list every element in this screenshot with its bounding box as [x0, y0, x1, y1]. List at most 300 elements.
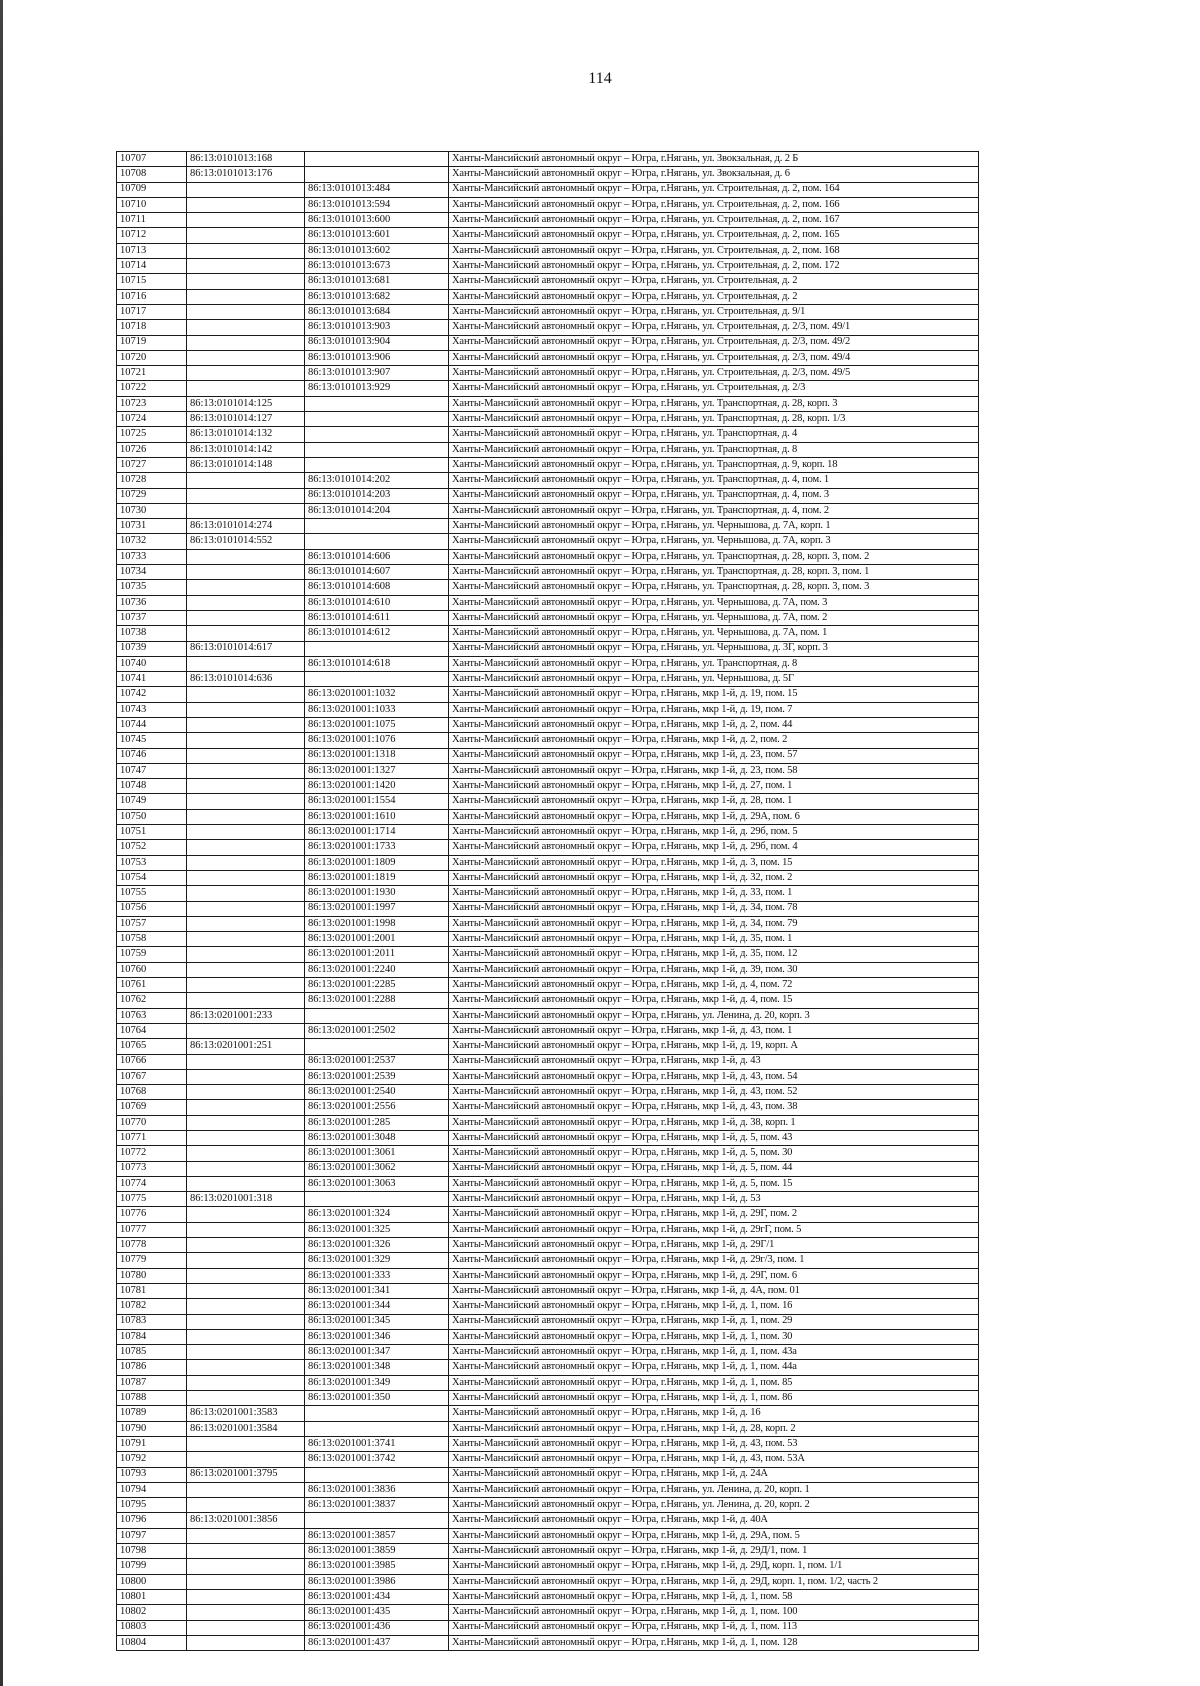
- table-row: [117, 259, 979, 274]
- land-cadastral-number-cell: [187, 1115, 305, 1130]
- row-number-cell: 10802: [117, 1605, 187, 1620]
- row-number-cell: 10740: [117, 656, 187, 671]
- row-number-cell: 10744: [117, 717, 187, 732]
- address-cell: Ханты-Мансийский автономный округ – Югра, г.Нягань, ул. Чернышова, д. 7А, корп. 3: [449, 534, 979, 549]
- address-cell: Ханты-Мансийский автономный округ – Югра, г.Нягань, ул. Транспортная, д. 4: [449, 427, 979, 442]
- table-row: [117, 534, 979, 549]
- address-cell: Ханты-Мансийский автономный округ – Югра, г.Нягань, мкр 1-й, д. 1, пом. 100: [449, 1605, 979, 1620]
- land-cadastral-number-cell: [187, 381, 305, 396]
- row-number-cell: 10803: [117, 1620, 187, 1635]
- row-number-cell: 10715: [117, 274, 187, 289]
- address-cell: Ханты-Мансийский автономный округ – Югра, г.Нягань, ул. Чернышова, д. 7А, корп. 1: [449, 519, 979, 534]
- row-number-cell: 10712: [117, 228, 187, 243]
- row-number-cell: 10768: [117, 1085, 187, 1100]
- land-cadastral-number-cell: [187, 1452, 305, 1467]
- table-row: [117, 1605, 979, 1620]
- address-cell: Ханты-Мансийский автономный округ – Югра, г.Нягань, ул. Ленина, д. 20, корп. 3: [449, 1008, 979, 1023]
- address-cell: Ханты-Мансийский автономный округ – Югра, г.Нягань, мкр 1-й, д. 35, пом. 12: [449, 947, 979, 962]
- address-cell: Ханты-Мансийский автономный округ – Югра, г.Нягань, мкр 1-й, д. 43, пом. 38: [449, 1100, 979, 1115]
- table-row: [117, 717, 979, 732]
- address-cell: Ханты-Мансийский автономный округ – Югра, г.Нягань, мкр 1-й, д. 1, пом. 86: [449, 1391, 979, 1406]
- premises-cadastral-number-cell: [305, 396, 449, 411]
- row-number-cell: 10708: [117, 167, 187, 182]
- land-cadastral-number-cell: [187, 1375, 305, 1390]
- row-number-cell: 10790: [117, 1421, 187, 1436]
- premises-cadastral-number-cell: 86:13:0101014:204: [305, 503, 449, 518]
- address-cell: Ханты-Мансийский автономный округ – Югра, г.Нягань, ул. Чернышова, д. 7А, пом. 2: [449, 610, 979, 625]
- address-cell: Ханты-Мансийский автономный округ – Югра, г.Нягань, ул. Строительная, д. 2: [449, 289, 979, 304]
- address-cell: Ханты-Мансийский автономный округ – Югра, г.Нягань, мкр 1-й, д. 40А: [449, 1513, 979, 1528]
- address-cell: Ханты-Мансийский автономный округ – Югра, г.Нягань, ул. Транспортная, д. 8: [449, 442, 979, 457]
- table-row: [117, 687, 979, 702]
- address-cell: Ханты-Мансийский автономный округ – Югра, г.Нягань, мкр 1-й, д. 1, пом. 58: [449, 1589, 979, 1604]
- row-number-cell: 10733: [117, 549, 187, 564]
- premises-cadastral-number-cell: 86:13:0101013:600: [305, 213, 449, 228]
- row-number-cell: 10762: [117, 993, 187, 1008]
- scan-edge: [0, 0, 3, 1686]
- land-cadastral-number-cell: [187, 289, 305, 304]
- row-number-cell: 10741: [117, 672, 187, 687]
- table-row: [117, 1299, 979, 1314]
- premises-cadastral-number-cell: 86:13:0201001:1997: [305, 901, 449, 916]
- row-number-cell: 10710: [117, 197, 187, 212]
- row-number-cell: 10731: [117, 519, 187, 534]
- row-number-cell: 10791: [117, 1436, 187, 1451]
- land-cadastral-number-cell: [187, 350, 305, 365]
- premises-cadastral-number-cell: 86:13:0201001:2240: [305, 962, 449, 977]
- row-number-cell: 10730: [117, 503, 187, 518]
- row-number-cell: 10721: [117, 366, 187, 381]
- row-number-cell: 10785: [117, 1345, 187, 1360]
- table-row: [117, 442, 979, 457]
- row-number-cell: 10723: [117, 396, 187, 411]
- table-row: [117, 320, 979, 335]
- premises-cadastral-number-cell: 86:13:0201001:3742: [305, 1452, 449, 1467]
- address-cell: Ханты-Мансийский автономный округ – Югра, г.Нягань, ул. Ленина, д. 20, корп. 2: [449, 1498, 979, 1513]
- address-cell: Ханты-Мансийский автономный округ – Югра, г.Нягань, мкр 1-й, д. 32, пом. 2: [449, 870, 979, 885]
- table-row: [117, 610, 979, 625]
- table-row: [117, 855, 979, 870]
- premises-cadastral-number-cell: [305, 1513, 449, 1528]
- land-cadastral-number-cell: [187, 1085, 305, 1100]
- premises-cadastral-number-cell: 86:13:0101014:618: [305, 656, 449, 671]
- land-cadastral-number-cell: 86:13:0101014:274: [187, 519, 305, 534]
- premises-cadastral-number-cell: 86:13:0101013:907: [305, 366, 449, 381]
- row-number-cell: 10772: [117, 1146, 187, 1161]
- premises-cadastral-number-cell: 86:13:0101013:681: [305, 274, 449, 289]
- land-cadastral-number-cell: [187, 1345, 305, 1360]
- address-cell: Ханты-Мансийский автономный округ – Югра, г.Нягань, ул. Транспортная, д. 4, пом. 3: [449, 488, 979, 503]
- premises-cadastral-number-cell: 86:13:0201001:346: [305, 1329, 449, 1344]
- premises-cadastral-number-cell: 86:13:0201001:350: [305, 1391, 449, 1406]
- table-row: [117, 1131, 979, 1146]
- table-row: [117, 901, 979, 916]
- table-row: [117, 228, 979, 243]
- premises-cadastral-number-cell: 86:13:0201001:1327: [305, 763, 449, 778]
- land-cadastral-number-cell: [187, 228, 305, 243]
- address-cell: Ханты-Мансийский автономный округ – Югра, г.Нягань, мкр 1-й, д. 4, пом. 72: [449, 978, 979, 993]
- row-number-cell: 10759: [117, 947, 187, 962]
- land-cadastral-number-cell: [187, 687, 305, 702]
- row-number-cell: 10787: [117, 1375, 187, 1390]
- table-row: [117, 1635, 979, 1650]
- premises-cadastral-number-cell: 86:13:0101014:608: [305, 580, 449, 595]
- premises-cadastral-number-cell: 86:13:0201001:1998: [305, 916, 449, 931]
- land-cadastral-number-cell: 86:13:0101014:636: [187, 672, 305, 687]
- row-number-cell: 10725: [117, 427, 187, 442]
- premises-cadastral-number-cell: 86:13:0201001:435: [305, 1605, 449, 1620]
- address-cell: Ханты-Мансийский автономный округ – Югра, г.Нягань, мкр 1-й, д. 23, пом. 58: [449, 763, 979, 778]
- land-cadastral-number-cell: [187, 1054, 305, 1069]
- land-cadastral-number-cell: [187, 1268, 305, 1283]
- premises-cadastral-number-cell: [305, 519, 449, 534]
- row-number-cell: 10747: [117, 763, 187, 778]
- premises-cadastral-number-cell: 86:13:0101013:929: [305, 381, 449, 396]
- row-number-cell: 10781: [117, 1283, 187, 1298]
- row-number-cell: 10724: [117, 412, 187, 427]
- premises-cadastral-number-cell: 86:13:0201001:1733: [305, 840, 449, 855]
- land-cadastral-number-cell: 86:13:0201001:251: [187, 1039, 305, 1054]
- address-cell: Ханты-Мансийский автономный округ – Югра, г.Нягань, мкр 1-й, д. 5, пом. 30: [449, 1146, 979, 1161]
- row-number-cell: 10799: [117, 1559, 187, 1574]
- address-cell: Ханты-Мансийский автономный округ – Югра, г.Нягань, мкр 1-й, д. 43: [449, 1054, 979, 1069]
- row-number-cell: 10764: [117, 1023, 187, 1038]
- table-row: [117, 1421, 979, 1436]
- premises-cadastral-number-cell: 86:13:0201001:1420: [305, 779, 449, 794]
- premises-cadastral-number-cell: 86:13:0101014:612: [305, 626, 449, 641]
- premises-cadastral-number-cell: 86:13:0201001:285: [305, 1115, 449, 1130]
- premises-cadastral-number-cell: 86:13:0201001:434: [305, 1589, 449, 1604]
- address-cell: Ханты-Мансийский автономный округ – Югра, г.Нягань, ул. Строительная, д. 2, пом. 167: [449, 213, 979, 228]
- address-cell: Ханты-Мансийский автономный округ – Югра, г.Нягань, мкр 1-й, д. 2, пом. 44: [449, 717, 979, 732]
- address-cell: Ханты-Мансийский автономный округ – Югра, г.Нягань, мкр 1-й, д. 29г/3, пом. 1: [449, 1253, 979, 1268]
- table-row: [117, 213, 979, 228]
- land-cadastral-number-cell: 86:13:0101013:168: [187, 152, 305, 167]
- table-row: [117, 1222, 979, 1237]
- table-row: [117, 167, 979, 182]
- table-row: [117, 1161, 979, 1176]
- address-cell: Ханты-Мансийский автономный округ – Югра, г.Нягань, мкр 1-й, д. 1, пом. 43а: [449, 1345, 979, 1360]
- row-number-cell: 10789: [117, 1406, 187, 1421]
- address-cell: Ханты-Мансийский автономный округ – Югра, г.Нягань, ул. Строительная, д. 2/3: [449, 381, 979, 396]
- row-number-cell: 10734: [117, 565, 187, 580]
- address-cell: Ханты-Мансийский автономный округ – Югра, г.Нягань, мкр 1-й, д. 34, пом. 79: [449, 916, 979, 931]
- address-cell: Ханты-Мансийский автономный округ – Югра, г.Нягань, мкр 1-й, д. 34, пом. 78: [449, 901, 979, 916]
- land-cadastral-number-cell: [187, 1176, 305, 1191]
- address-cell: Ханты-Мансийский автономный округ – Югра, г.Нягань, ул. Строительная, д. 2/3, пом. 49/5: [449, 366, 979, 381]
- land-cadastral-number-cell: 86:13:0201001:3856: [187, 1513, 305, 1528]
- premises-cadastral-number-cell: 86:13:0201001:1033: [305, 702, 449, 717]
- address-cell: Ханты-Мансийский автономный округ – Югра, г.Нягань, мкр 1-й, д. 38, корп. 1: [449, 1115, 979, 1130]
- premises-cadastral-number-cell: [305, 672, 449, 687]
- land-cadastral-number-cell: [187, 763, 305, 778]
- table-row: [117, 763, 979, 778]
- row-number-cell: 10795: [117, 1498, 187, 1513]
- address-cell: Ханты-Мансийский автономный округ – Югра, г.Нягань, мкр 1-й, д. 43, пом. 53А: [449, 1452, 979, 1467]
- table-row: [117, 1314, 979, 1329]
- table-row: [117, 809, 979, 824]
- premises-cadastral-number-cell: [305, 1192, 449, 1207]
- row-number-cell: 10739: [117, 641, 187, 656]
- table-row: [117, 748, 979, 763]
- land-cadastral-number-cell: 86:13:0201001:3584: [187, 1421, 305, 1436]
- land-cadastral-number-cell: 86:13:0101014:552: [187, 534, 305, 549]
- row-number-cell: 10800: [117, 1574, 187, 1589]
- land-cadastral-number-cell: [187, 274, 305, 289]
- table-row: [117, 1054, 979, 1069]
- row-number-cell: 10796: [117, 1513, 187, 1528]
- land-cadastral-number-cell: [187, 1498, 305, 1513]
- land-cadastral-number-cell: 86:13:0201001:318: [187, 1192, 305, 1207]
- table-row: [117, 350, 979, 365]
- address-cell: Ханты-Мансийский автономный округ – Югра, г.Нягань, мкр 1-й, д. 43, пом. 54: [449, 1069, 979, 1084]
- table-row: [117, 152, 979, 167]
- row-number-cell: 10707: [117, 152, 187, 167]
- premises-cadastral-number-cell: [305, 641, 449, 656]
- table-row: [117, 366, 979, 381]
- table-row: [117, 549, 979, 564]
- table-row: [117, 1115, 979, 1130]
- land-cadastral-number-cell: [187, 717, 305, 732]
- address-cell: Ханты-Мансийский автономный округ – Югра, г.Нягань, мкр 1-й, д. 35, пом. 1: [449, 932, 979, 947]
- address-cell: Ханты-Мансийский автономный округ – Югра, г.Нягань, мкр 1-й, д. 5, пом. 43: [449, 1131, 979, 1146]
- land-cadastral-number-cell: [187, 840, 305, 855]
- table-row: [117, 1589, 979, 1604]
- address-cell: Ханты-Мансийский автономный округ – Югра, г.Нягань, ул. Чернышова, д. 3Г, корп. 3: [449, 641, 979, 656]
- row-number-cell: 10737: [117, 610, 187, 625]
- address-cell: Ханты-Мансийский автономный округ – Югра, г.Нягань, мкр 1-й, д. 29б, пом. 5: [449, 825, 979, 840]
- row-number-cell: 10774: [117, 1176, 187, 1191]
- land-cadastral-number-cell: [187, 304, 305, 319]
- table-row: [117, 381, 979, 396]
- row-number-cell: 10732: [117, 534, 187, 549]
- row-number-cell: 10763: [117, 1008, 187, 1023]
- table-row: [117, 1375, 979, 1390]
- address-cell: Ханты-Мансийский автономный округ – Югра, г.Нягань, мкр 1-й, д. 1, пом. 85: [449, 1375, 979, 1390]
- premises-cadastral-number-cell: 86:13:0201001:348: [305, 1360, 449, 1375]
- land-cadastral-number-cell: [187, 1222, 305, 1237]
- row-number-cell: 10709: [117, 182, 187, 197]
- land-cadastral-number-cell: [187, 809, 305, 824]
- row-number-cell: 10773: [117, 1161, 187, 1176]
- address-cell: Ханты-Мансийский автономный округ – Югра, г.Нягань, мкр 1-й, д. 29Д/1, пом. 1: [449, 1544, 979, 1559]
- address-cell: Ханты-Мансийский автономный округ – Югра, г.Нягань, ул. Транспортная, д. 28, корп. 3, пом. 3: [449, 580, 979, 595]
- address-cell: Ханты-Мансийский автономный округ – Югра, г.Нягань, мкр 1-й, д. 28, пом. 1: [449, 794, 979, 809]
- row-number-cell: 10738: [117, 626, 187, 641]
- row-number-cell: 10786: [117, 1360, 187, 1375]
- row-number-cell: 10793: [117, 1467, 187, 1482]
- address-cell: Ханты-Мансийский автономный округ – Югра, г.Нягань, мкр 1-й, д. 23, пом. 57: [449, 748, 979, 763]
- premises-cadastral-number-cell: 86:13:0101013:684: [305, 304, 449, 319]
- premises-cadastral-number-cell: 86:13:0201001:1318: [305, 748, 449, 763]
- address-cell: Ханты-Мансийский автономный округ – Югра, г.Нягань, мкр 1-й, д. 19, корп. А: [449, 1039, 979, 1054]
- row-number-cell: 10779: [117, 1253, 187, 1268]
- row-number-cell: 10736: [117, 595, 187, 610]
- table-row: [117, 565, 979, 580]
- table-row: [117, 1574, 979, 1589]
- premises-cadastral-number-cell: [305, 534, 449, 549]
- table-row: [117, 580, 979, 595]
- land-cadastral-number-cell: 86:13:0101014:132: [187, 427, 305, 442]
- address-cell: Ханты-Мансийский автономный округ – Югра, г.Нягань, мкр 1-й, д. 33, пом. 1: [449, 886, 979, 901]
- table-row: [117, 1207, 979, 1222]
- address-cell: Ханты-Мансийский автономный округ – Югра, г.Нягань, ул. Транспортная, д. 28, корп. 1/3: [449, 412, 979, 427]
- row-number-cell: 10788: [117, 1391, 187, 1406]
- land-cadastral-number-cell: [187, 1299, 305, 1314]
- row-number-cell: 10761: [117, 978, 187, 993]
- land-cadastral-number-cell: [187, 1253, 305, 1268]
- table-row: [117, 335, 979, 350]
- land-cadastral-number-cell: [187, 1161, 305, 1176]
- row-number-cell: 10716: [117, 289, 187, 304]
- table-row: [117, 289, 979, 304]
- table-row: [117, 1039, 979, 1054]
- row-number-cell: 10755: [117, 886, 187, 901]
- address-cell: Ханты-Мансийский автономный округ – Югра, г.Нягань, мкр 1-й, д. 1, пом. 29: [449, 1314, 979, 1329]
- premises-cadastral-number-cell: 86:13:0201001:3857: [305, 1528, 449, 1543]
- land-cadastral-number-cell: [187, 779, 305, 794]
- row-number-cell: 10767: [117, 1069, 187, 1084]
- table-row: [117, 962, 979, 977]
- row-number-cell: 10748: [117, 779, 187, 794]
- land-cadastral-number-cell: [187, 1620, 305, 1635]
- table-row: [117, 595, 979, 610]
- address-cell: Ханты-Мансийский автономный округ – Югра, г.Нягань, мкр 1-й, д. 2, пом. 2: [449, 733, 979, 748]
- land-cadastral-number-cell: [187, 1574, 305, 1589]
- table-row: [117, 978, 979, 993]
- premises-cadastral-number-cell: 86:13:0201001:341: [305, 1283, 449, 1298]
- premises-cadastral-number-cell: 86:13:0101014:611: [305, 610, 449, 625]
- land-cadastral-number-cell: [187, 366, 305, 381]
- address-cell: Ханты-Мансийский автономный округ – Югра, г.Нягань, ул. Строительная, д. 2, пом. 165: [449, 228, 979, 243]
- premises-cadastral-number-cell: 86:13:0201001:3837: [305, 1498, 449, 1513]
- address-cell: Ханты-Мансийский автономный округ – Югра, г.Нягань, мкр 1-й, д. 5, пом. 15: [449, 1176, 979, 1191]
- premises-cadastral-number-cell: 86:13:0201001:345: [305, 1314, 449, 1329]
- table-row: [117, 274, 979, 289]
- premises-cadastral-number-cell: 86:13:0201001:3859: [305, 1544, 449, 1559]
- land-cadastral-number-cell: [187, 855, 305, 870]
- land-cadastral-number-cell: [187, 1589, 305, 1604]
- row-number-cell: 10729: [117, 488, 187, 503]
- address-cell: Ханты-Мансийский автономный округ – Югра, г.Нягань, мкр 1-й, д. 1, пом. 128: [449, 1635, 979, 1650]
- table-row: [117, 1436, 979, 1451]
- premises-cadastral-number-cell: 86:13:0201001:333: [305, 1268, 449, 1283]
- premises-cadastral-number-cell: 86:13:0201001:2556: [305, 1100, 449, 1115]
- table-row: [117, 412, 979, 427]
- land-cadastral-number-cell: [187, 549, 305, 564]
- table-row: [117, 825, 979, 840]
- address-cell: Ханты-Мансийский автономный округ – Югра, г.Нягань, мкр 1-й, д. 29Д, корп. 1, пом. 1/1: [449, 1559, 979, 1574]
- row-number-cell: 10726: [117, 442, 187, 457]
- premises-cadastral-number-cell: 86:13:0101013:903: [305, 320, 449, 335]
- premises-cadastral-number-cell: 86:13:0101014:606: [305, 549, 449, 564]
- table-row: [117, 457, 979, 472]
- land-cadastral-number-cell: [187, 932, 305, 947]
- land-cadastral-number-cell: [187, 1482, 305, 1497]
- table-row: [117, 1069, 979, 1084]
- address-cell: Ханты-Мансийский автономный округ – Югра, г.Нягань, мкр 1-й, д. 29Г, пом. 2: [449, 1207, 979, 1222]
- premises-cadastral-number-cell: 86:13:0101013:904: [305, 335, 449, 350]
- premises-cadastral-number-cell: 86:13:0101013:906: [305, 350, 449, 365]
- row-number-cell: 10742: [117, 687, 187, 702]
- land-cadastral-number-cell: [187, 259, 305, 274]
- premises-cadastral-number-cell: [305, 412, 449, 427]
- row-number-cell: 10720: [117, 350, 187, 365]
- address-cell: Ханты-Мансийский автономный округ – Югра, г.Нягань, ул. Строительная, д. 2/3, пом. 49/4: [449, 350, 979, 365]
- premises-cadastral-number-cell: 86:13:0101014:203: [305, 488, 449, 503]
- premises-cadastral-number-cell: 86:13:0201001:1610: [305, 809, 449, 824]
- premises-cadastral-number-cell: 86:13:0201001:325: [305, 1222, 449, 1237]
- land-cadastral-number-cell: [187, 488, 305, 503]
- land-cadastral-number-cell: [187, 733, 305, 748]
- row-number-cell: 10753: [117, 855, 187, 870]
- row-number-cell: 10792: [117, 1452, 187, 1467]
- table-row: [117, 641, 979, 656]
- row-number-cell: 10778: [117, 1238, 187, 1253]
- premises-cadastral-number-cell: 86:13:0201001:347: [305, 1345, 449, 1360]
- address-cell: Ханты-Мансийский автономный округ – Югра, г.Нягань, мкр 1-й, д. 1, пом. 113: [449, 1620, 979, 1635]
- row-number-cell: 10756: [117, 901, 187, 916]
- premises-cadastral-number-cell: [305, 457, 449, 472]
- address-cell: Ханты-Мансийский автономный округ – Югра, г.Нягань, ул. Строительная, д. 2: [449, 274, 979, 289]
- table-row: [117, 304, 979, 319]
- premises-cadastral-number-cell: [305, 1406, 449, 1421]
- premises-cadastral-number-cell: 86:13:0201001:324: [305, 1207, 449, 1222]
- row-number-cell: 10746: [117, 748, 187, 763]
- premises-cadastral-number-cell: 86:13:0101014:202: [305, 473, 449, 488]
- table-row: [117, 182, 979, 197]
- premises-cadastral-number-cell: 86:13:0101013:594: [305, 197, 449, 212]
- premises-cadastral-number-cell: 86:13:0201001:1075: [305, 717, 449, 732]
- row-number-cell: 10804: [117, 1635, 187, 1650]
- address-cell: Ханты-Мансийский автономный округ – Югра, г.Нягань, мкр 1-й, д. 16: [449, 1406, 979, 1421]
- table-row: [117, 396, 979, 411]
- row-number-cell: 10782: [117, 1299, 187, 1314]
- table-row: [117, 243, 979, 258]
- address-cell: Ханты-Мансийский автономный округ – Югра, г.Нягань, ул. Чернышова, д. 7А, пом. 3: [449, 595, 979, 610]
- address-cell: Ханты-Мансийский автономный округ – Югра, г.Нягань, ул. Строительная, д. 2, пом. 168: [449, 243, 979, 258]
- table-row: [117, 1146, 979, 1161]
- premises-cadastral-number-cell: 86:13:0201001:3063: [305, 1176, 449, 1191]
- address-cell: Ханты-Мансийский автономный округ – Югра, г.Нягань, ул. Строительная, д. 2, пом. 172: [449, 259, 979, 274]
- table-row: [117, 870, 979, 885]
- address-cell: Ханты-Мансийский автономный округ – Югра, г.Нягань, мкр 1-й, д. 3, пом. 15: [449, 855, 979, 870]
- address-cell: Ханты-Мансийский автономный округ – Югра, г.Нягань, мкр 1-й, д. 27, пом. 1: [449, 779, 979, 794]
- premises-cadastral-number-cell: 86:13:0201001:1714: [305, 825, 449, 840]
- row-number-cell: 10714: [117, 259, 187, 274]
- premises-cadastral-number-cell: 86:13:0201001:2001: [305, 932, 449, 947]
- table-row: [117, 488, 979, 503]
- land-cadastral-number-cell: [187, 978, 305, 993]
- table-row: [117, 1192, 979, 1207]
- land-cadastral-number-cell: [187, 320, 305, 335]
- table-row: [117, 1283, 979, 1298]
- land-cadastral-number-cell: 86:13:0201001:233: [187, 1008, 305, 1023]
- table-row: [117, 1345, 979, 1360]
- address-cell: Ханты-Мансийский автономный округ – Югра, г.Нягань, мкр 1-й, д. 53: [449, 1192, 979, 1207]
- table-row: [117, 1085, 979, 1100]
- address-cell: Ханты-Мансийский автономный округ – Югра, г.Нягань, ул. Звокзальная, д. 2 Б: [449, 152, 979, 167]
- table-row: [117, 1176, 979, 1191]
- table-row: [117, 1498, 979, 1513]
- land-cadastral-number-cell: 86:13:0201001:3583: [187, 1406, 305, 1421]
- premises-cadastral-number-cell: 86:13:0201001:2537: [305, 1054, 449, 1069]
- premises-cadastral-number-cell: [305, 1421, 449, 1436]
- land-cadastral-number-cell: [187, 1207, 305, 1222]
- table-row: [117, 503, 979, 518]
- table-row: [117, 672, 979, 687]
- land-cadastral-number-cell: 86:13:0101013:176: [187, 167, 305, 182]
